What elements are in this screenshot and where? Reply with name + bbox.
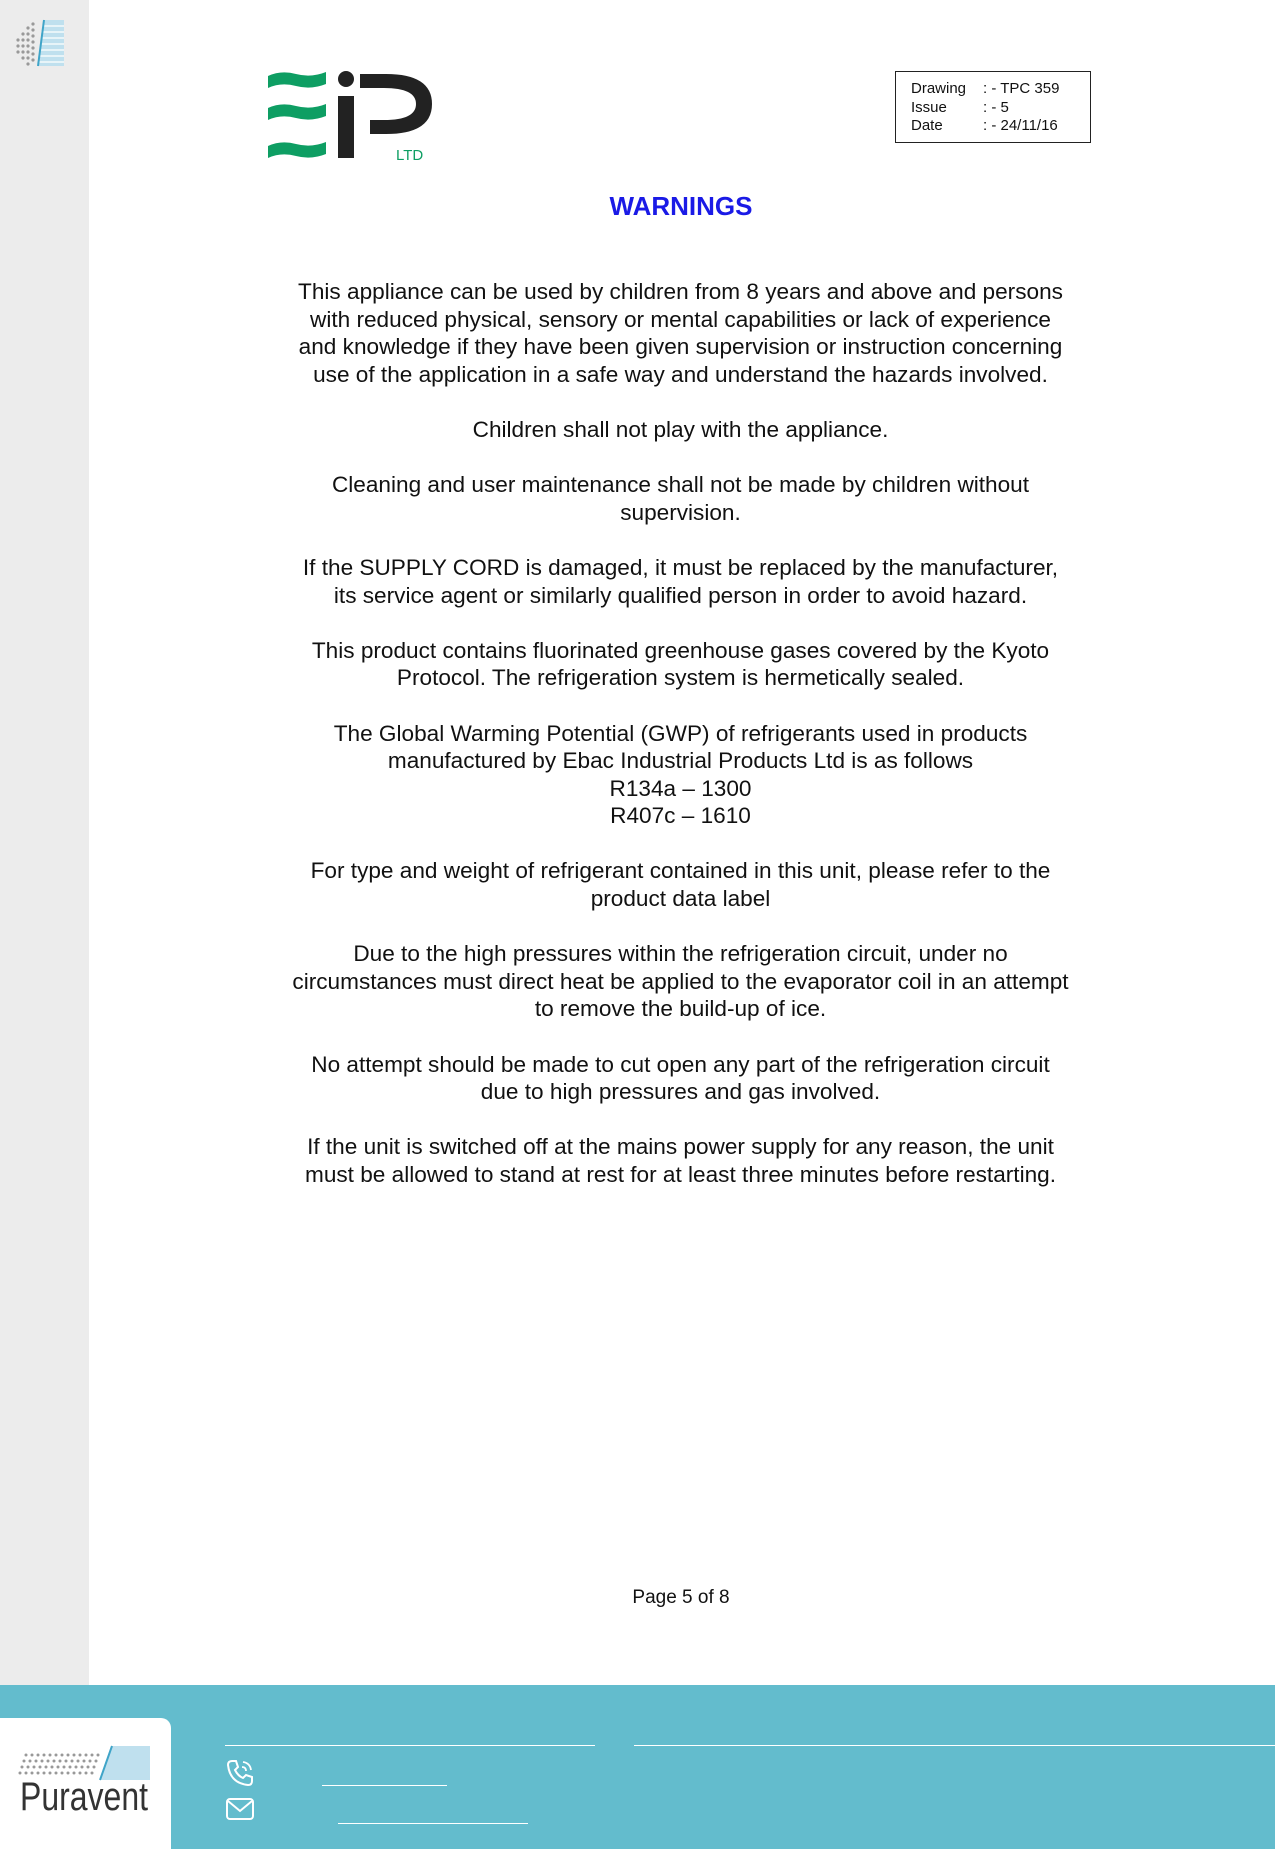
- warning-line: Children shall not play with the appliance.: [472, 416, 889, 442]
- footer-divider-right: [634, 1745, 1275, 1746]
- warning-line: use of the application in a safe way and understand the hazards involved.: [313, 361, 1048, 387]
- warning-line: Due to the high pressures within the refrigeration circuit, under no: [353, 941, 1008, 967]
- warning-line: If the unit is switched off at the mains power supply for any reason, the unit: [307, 1134, 1054, 1160]
- warning-line: must be allowed to stand at rest for at least three minutes before restarting.: [305, 1162, 1056, 1187]
- warning-line: supervision.: [620, 499, 741, 525]
- warning-line: No attempt should be made to cut open any part of the refrigeration circuit: [311, 1051, 1050, 1077]
- warning-paragraph: [266, 554, 1095, 609]
- page-title: WARNINGS: [609, 191, 753, 221]
- date-row: [911, 117, 1090, 136]
- warning-line: R134a – 1300: [609, 775, 752, 801]
- date-value: : - 24/11/16: [983, 117, 1058, 134]
- eip-logo-icon: [266, 70, 436, 166]
- warning-line: This appliance can be used by children from 8 years and above and persons: [298, 279, 1063, 304]
- warning-line: For type and weight of refrigerant contained in this unit, please refer to the: [310, 858, 1051, 884]
- issue-row: [911, 99, 1090, 118]
- warnings-body: [266, 278, 1095, 1216]
- warning-paragraph: [266, 637, 1095, 692]
- warning-paragraph: [266, 416, 1095, 444]
- footer-bar: [0, 1685, 1275, 1849]
- footer-email-line: [338, 1823, 528, 1824]
- warning-line: manufactured by Ebac Industrial Products Ltd is as follows: [387, 748, 974, 774]
- left-sidebar: [0, 0, 89, 1685]
- warning-line: circumstances must direct heat be applied to the evaporator coil in an attempt: [292, 968, 1069, 994]
- warning-line: and knowledge if they have been given supervision or instruction concerning: [298, 334, 1063, 360]
- date-label: Date: [911, 117, 943, 134]
- drawing-value: : - TPC 359: [983, 80, 1060, 97]
- warning-line: to remove the build-up of ice.: [534, 996, 827, 1022]
- warning-paragraph: [266, 857, 1095, 912]
- logo-ltd-text: LTD: [396, 147, 424, 164]
- warning-line: with reduced physical, sensory or mental capabilities or lack of experience: [310, 306, 1051, 332]
- warning-paragraph: [266, 1051, 1095, 1106]
- email-icon: [224, 1795, 256, 1823]
- drawing-label: Drawing: [911, 80, 967, 97]
- company-logo: [266, 70, 436, 166]
- warning-line: its service agent or similarly qualified person in order to avoid hazard.: [333, 582, 1028, 608]
- footer-brand-name: Puravent: [20, 1775, 148, 1819]
- warning-line: Cleaning and user maintenance shall not be made by children without: [331, 472, 1030, 498]
- issue-value: : - 5: [983, 98, 1009, 116]
- issue-label: Issue: [911, 98, 947, 116]
- page-number: Page 5 of 8: [632, 1587, 730, 1608]
- warning-line: The Global Warming Potential (GWP) of refrigerants used in products: [333, 720, 1028, 746]
- drawing-row: [911, 80, 1090, 99]
- warning-line: due to high pressures and gas involved.: [480, 1079, 881, 1105]
- puravent-logo: [0, 1718, 171, 1849]
- footer-phone-line: [322, 1785, 447, 1786]
- warning-line: R407c – 1610: [610, 803, 751, 829]
- warning-line: If the SUPPLY CORD is damaged, it must be replaced by the manufacturer,: [302, 554, 1059, 580]
- warning-paragraph: [266, 1133, 1095, 1188]
- puravent-mark-icon: [14, 18, 66, 70]
- warning-line: This product contains fluorinated greenhouse gases covered by the Kyoto: [311, 637, 1050, 663]
- warning-line: product data label: [590, 886, 771, 912]
- warning-line: Protocol. The refrigeration system is hermetically sealed.: [396, 665, 965, 691]
- phone-icon: [224, 1757, 256, 1789]
- warning-paragraph: [266, 720, 1095, 830]
- footer-brand-card: [0, 1718, 171, 1849]
- warning-paragraph: [266, 471, 1095, 526]
- footer-divider-left: [225, 1745, 595, 1746]
- drawing-info-box: [895, 71, 1091, 143]
- warning-paragraph: [266, 278, 1095, 388]
- warning-paragraph: [266, 940, 1095, 1023]
